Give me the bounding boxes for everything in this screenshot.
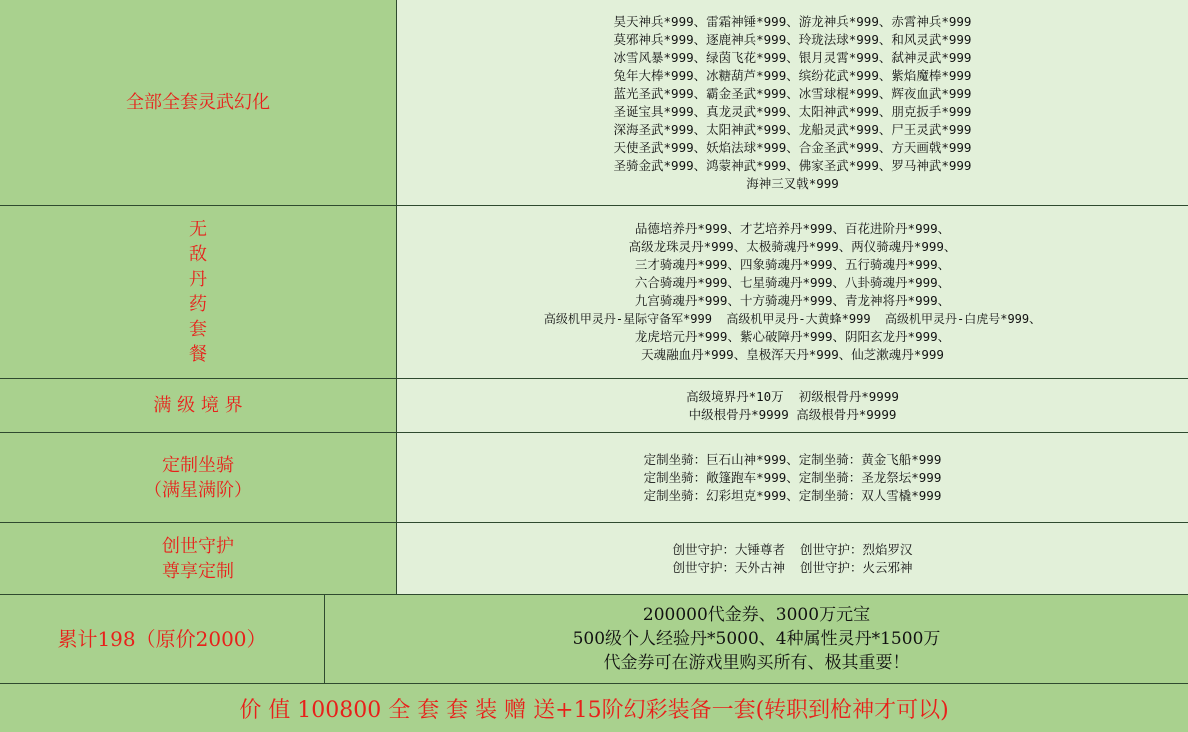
- content-line: 代金券可在游戏里购买所有、极其重要！: [603, 653, 910, 673]
- row-label-char: 无: [189, 219, 207, 240]
- content-line: 创世守护：天外古神 创世守护：火云邪神: [672, 559, 913, 575]
- row-label: [0, 0, 397, 205]
- content-line: 高级机甲灵丹-星际守备军*999 高级机甲灵丹-大黄蜂*999 高级机甲灵丹-白虎号*999、: [543, 312, 1042, 326]
- content-line: 兔年大棒*999、冰糖葫芦*999、缤纷花武*999、紫焰魔棒*999: [613, 67, 972, 83]
- row-label: [0, 523, 397, 594]
- package-row-mounts: [0, 433, 1188, 523]
- price-label: 累计198（原价2000）: [57, 626, 267, 651]
- package-row-lingwu: [0, 0, 1188, 206]
- row-label: [0, 206, 397, 378]
- content-line: 中级根骨丹*9999 高级根骨丹*9999: [688, 406, 897, 422]
- content-line: 200000代金券、3000万元宝: [642, 605, 871, 625]
- package-row-guardians: [0, 523, 1188, 595]
- content-line: 六合骑魂丹*999、七星骑魂丹*999、八卦骑魂丹*999、: [634, 275, 951, 290]
- footer-banner: [0, 684, 1188, 732]
- content-line: 深海圣武*999、太阳神武*999、龙船灵武*999、尸王灵武*999: [613, 121, 972, 137]
- row-content: [397, 433, 1188, 522]
- content-line: 蓝光圣武*999、霸金圣武*999、冰雪球棍*999、辉夜血武*999: [613, 85, 972, 101]
- content-line: 昊天神兵*999、雷霜神锤*999、游龙神兵*999、赤霄神兵*999: [613, 13, 972, 29]
- row-content: [325, 595, 1188, 683]
- content-line: 海神三叉戟*999: [746, 175, 839, 191]
- row-label-char: 药: [189, 294, 207, 315]
- content-line: 定制坐骑：敞篷跑车*999、定制坐骑：圣龙祭坛*999: [643, 469, 942, 485]
- row-label-line: 尊享定制: [162, 560, 234, 582]
- content-line: 创世守护：大锤尊者 创世守护：烈焰罗汉: [672, 541, 913, 557]
- content-line: 圣诞宝具*999、真龙灵武*999、太阳神武*999、朋克扳手*999: [613, 103, 972, 119]
- content-line: 定制坐骑：幻彩坦克*999、定制坐骑：双人雪橇*999: [643, 487, 942, 503]
- row-label: [0, 433, 397, 522]
- content-line: 高级龙珠灵丹*999、太极骑魂丹*999、两仪骑魂丹*999、: [628, 239, 957, 254]
- row-label-text: 满 级 境 界: [153, 395, 243, 416]
- content-line: 天魂融血丹*999、皇极浑天丹*999、仙芝漱魂丹*999: [641, 347, 944, 362]
- content-line: 定制坐骑：巨石山神*999、定制坐骑：黄金飞船*999: [643, 451, 942, 467]
- footer-text: 价 值 100800 全 套 套 装 赠 送+15阶幻彩装备一套(转职到枪神才可以): [239, 697, 949, 723]
- row-label-line: 定制坐骑: [162, 454, 234, 476]
- row-content: [397, 206, 1188, 378]
- row-label-char: 餐: [189, 344, 207, 365]
- content-line: 莫邪神兵*999、逐鹿神兵*999、玲珑法球*999、和风灵武*999: [613, 31, 972, 47]
- row-content: [397, 0, 1188, 205]
- package-row-price: [0, 595, 1188, 684]
- content-line: 三才骑魂丹*999、四象骑魂丹*999、五行骑魂丹*999、: [634, 257, 951, 272]
- content-line: 圣骑金武*999、鸿蒙神武*999、佛家圣武*999、罗马神武*999: [613, 157, 972, 173]
- row-content: [397, 523, 1188, 594]
- row-label: [0, 595, 325, 683]
- row-label-line: （满星满阶）: [144, 479, 252, 501]
- row-content: [397, 379, 1188, 432]
- package-row-pills: [0, 206, 1188, 379]
- content-line: 九宫骑魂丹*999、十方骑魂丹*999、青龙神将丹*999、: [634, 293, 951, 308]
- row-label: [0, 379, 397, 432]
- row-label-line: 创世守护: [162, 535, 234, 557]
- row-label-char: 套: [189, 319, 207, 340]
- package-row-realm: [0, 379, 1188, 433]
- row-label-text: 全部全套灵武幻化: [126, 92, 270, 113]
- content-line: 龙虎培元丹*999、紫心破障丹*999、阴阳玄龙丹*999、: [634, 329, 951, 344]
- content-line: 冰雪风暴*999、绿茵飞花*999、银月灵霄*999、弑神灵武*999: [613, 49, 972, 65]
- row-label-char: 敌: [189, 244, 207, 265]
- row-label-char: 丹: [189, 269, 207, 290]
- content-line: 天使圣武*999、妖焰法球*999、合金圣武*999、方天画戟*999: [613, 139, 972, 155]
- content-line: 品德培养丹*999、才艺培养丹*999、百花进阶丹*999、: [634, 221, 951, 236]
- content-line: 500级个人经验丹*5000、4种属性灵丹*1500万: [572, 629, 941, 649]
- content-line: 高级境界丹*10万 初级根骨丹*9999: [686, 388, 899, 404]
